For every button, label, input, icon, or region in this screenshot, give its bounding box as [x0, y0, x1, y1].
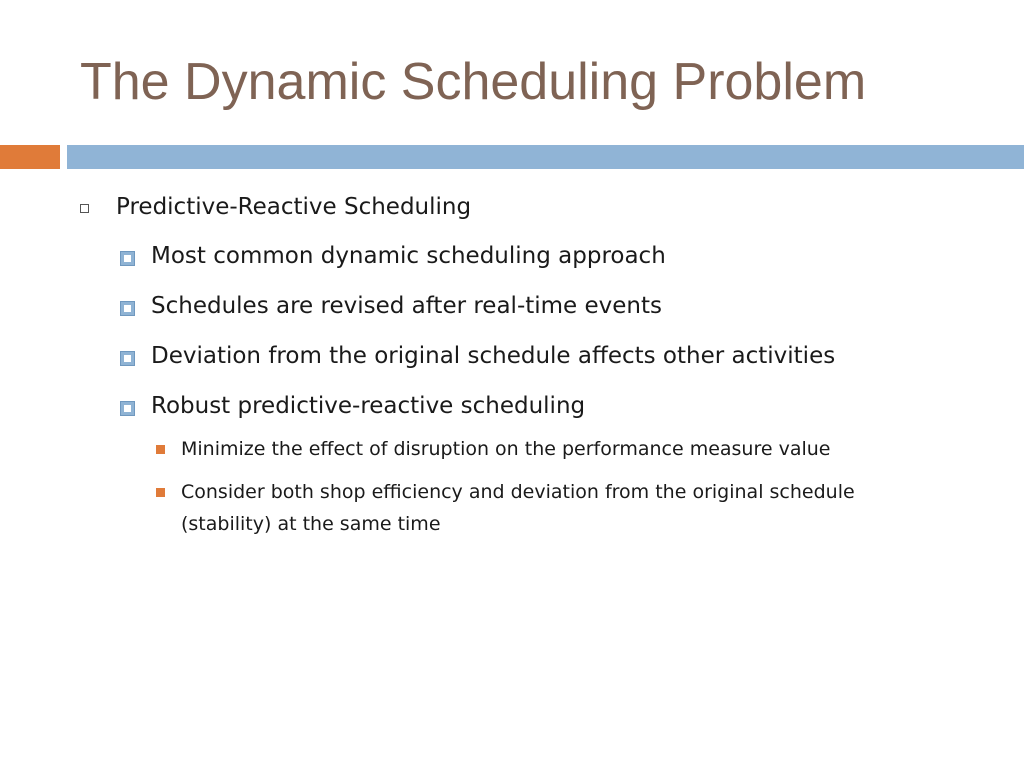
filled-square-bullet-icon — [156, 445, 165, 454]
bullet-level3-item — [156, 433, 956, 465]
filled-square-bullet-icon — [156, 488, 165, 497]
slide-title: The Dynamic Scheduling Problem — [80, 53, 867, 111]
bullet-text: Schedules are revised after real-time events — [151, 293, 663, 319]
bullet-level2-item — [120, 339, 835, 373]
square-bullet-icon — [120, 401, 135, 416]
bullet-text: Deviation from the original schedule affects other activities — [151, 343, 836, 369]
bullet-level2-item — [120, 289, 662, 323]
bullet-text: Consider both shop efficiency and deviation from the original schedule (stability) at the same time — [181, 481, 855, 535]
hollow-square-bullet-icon — [80, 204, 89, 213]
square-bullet-icon — [120, 301, 135, 316]
bullet-level3-item — [156, 476, 956, 540]
square-bullet-icon — [120, 351, 135, 366]
square-bullet-icon — [120, 251, 135, 266]
bullet-text: Robust predictive-reactive scheduling — [151, 393, 586, 419]
bullet-text: Predictive-Reactive Scheduling — [116, 194, 472, 220]
bullet-level1-item — [80, 190, 471, 224]
bullet-level2-item — [120, 389, 585, 423]
bullet-text: Minimize the effect of disruption on the performance measure value — [181, 438, 831, 460]
bullet-level2-item — [120, 239, 666, 273]
bullet-text: Most common dynamic scheduling approach — [151, 243, 666, 269]
